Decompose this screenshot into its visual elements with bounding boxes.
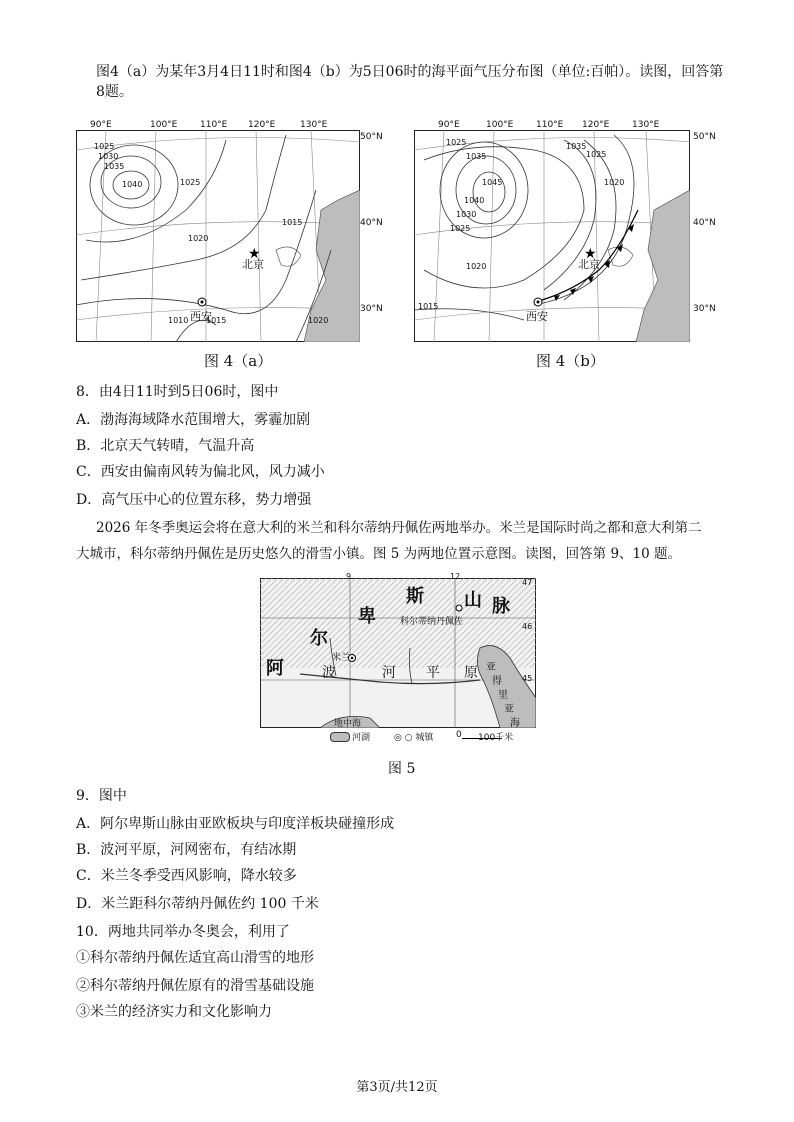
map-label: 卑: [358, 606, 376, 627]
isobar-label: 1035: [566, 142, 587, 151]
isobar-label: 1025: [180, 178, 201, 187]
scale-zero: 0: [456, 730, 462, 740]
lon-label: 130°E: [300, 120, 328, 130]
figure-4b-caption: 图 4（b）: [536, 352, 605, 370]
isobar-label: 1020: [466, 262, 487, 271]
isobar-label: 1040: [464, 196, 485, 205]
lat-label: 50°N: [360, 132, 383, 142]
map-label: 河: [382, 665, 396, 681]
lat-label: 47: [522, 578, 533, 587]
lon-label: 90°E: [438, 120, 460, 130]
figure-4a-map: [76, 120, 383, 342]
figure-5-map: [260, 572, 536, 729]
isobar-label: 1015: [206, 316, 227, 325]
lon-label: 12: [450, 572, 461, 581]
page-footer: 第3页/共12页: [356, 1080, 438, 1095]
figure-4a-caption: 图 4（a）: [204, 352, 273, 370]
question-10-item-1: ①科尔蒂纳丹佩佐适宜高山滑雪的地形: [76, 950, 314, 966]
town-label-milan: 米兰: [332, 653, 351, 663]
legend-town: ◎ ○ 城镇: [394, 733, 434, 743]
isobar-label: 1025: [450, 224, 471, 233]
lon-label: 110°E: [200, 120, 228, 130]
isobar-label: 1020: [604, 178, 625, 187]
scale-text: 100千米: [478, 733, 514, 743]
lat-label: 40°N: [693, 218, 716, 228]
map-label: 脉: [492, 596, 510, 617]
lat-label: 45: [522, 674, 533, 683]
city-label-beijing: 北京: [578, 258, 600, 271]
intro-fig4: 图4（a）为某年3月4日11时和图4（b）为5日06时的海平面气压分布图（单位:百帕）。读图，回答第8题。: [96, 64, 724, 100]
legend-river: 河湖: [352, 733, 371, 743]
isobar-label: 1040: [122, 180, 143, 189]
map-label: 平: [426, 665, 440, 681]
sea-label: 亚: [504, 704, 514, 715]
city-label-beijing: 北京: [242, 258, 264, 271]
question-9-stem: 9．图中: [76, 788, 127, 804]
isobar-label: 1030: [98, 152, 119, 161]
lon-label: 100°E: [150, 120, 178, 130]
sea-label: 亚: [486, 662, 496, 673]
town-label-cortina: 科尔蒂纳丹佩佐: [400, 617, 464, 627]
sea-label-mediterranean: 地中海: [334, 719, 362, 729]
beijing-star-icon: ★: [248, 246, 261, 262]
figure-4b-map: [414, 120, 716, 342]
map-label: 山: [464, 590, 482, 611]
map-label: 尔: [310, 628, 328, 649]
isobar-label: 1025: [94, 142, 115, 151]
lon-label: 120°E: [582, 120, 610, 130]
isobar-label: 1015: [418, 302, 439, 311]
isobar-label: 1035: [466, 152, 487, 161]
lat-label: 30°N: [360, 304, 383, 314]
figure-5-caption: 图 5: [388, 761, 416, 777]
question-10-item-3: ③米兰的经济实力和文化影响力: [76, 1004, 272, 1020]
map-label: 波: [322, 665, 336, 681]
question-8-option-a: A．渤海海域降水范围增大，雾霾加剧: [76, 412, 311, 428]
question-8-option-c: C．西安由偏南风转为偏北风，风力减小: [76, 464, 325, 480]
city-label-xian: 西安: [526, 310, 548, 323]
sea-label: 海: [510, 718, 520, 729]
beijing-star-icon: ★: [584, 246, 597, 262]
intro-fig5-line2: 大城市，科尔蒂纳丹佩佐是历史悠久的滑雪小镇。图 5 为两地位置示意图。读图，回答第 9、10 题。: [76, 546, 682, 562]
isobar-label: 1030: [456, 210, 477, 219]
lon-label: 120°E: [248, 120, 276, 130]
figure-5-legend: [330, 730, 550, 746]
question-9-option-b: B．波河平原，河网密布，有结冰期: [76, 842, 297, 858]
isobar-label: 1025: [446, 138, 467, 147]
lake-icon: [330, 732, 350, 742]
lon-label: 100°E: [486, 120, 514, 130]
lon-label: 90°E: [90, 120, 112, 130]
isobar-label: 1010: [168, 316, 189, 325]
lat-label: 30°N: [693, 304, 716, 314]
isobar-label: 1020: [308, 316, 329, 325]
question-10-item-2: ②科尔蒂纳丹佩佐原有的滑雪基础设施: [76, 978, 314, 994]
map-label: 阿: [266, 658, 284, 679]
question-9-option-a: A．阿尔卑斯山脉由亚欧板块与印度洋板块碰撞形成: [76, 816, 395, 832]
city-label-xian: 西安: [190, 310, 212, 323]
isobar-label: 1025: [586, 150, 607, 159]
lon-label: 9: [346, 572, 352, 581]
isobar-label: 1020: [188, 234, 209, 243]
isobar-label: 1045: [482, 178, 503, 187]
question-9-option-c: C．米兰冬季受西风影响，降水较多: [76, 868, 297, 884]
lat-label: 40°N: [360, 218, 383, 228]
question-8-option-b: B．北京天气转晴，气温升高: [76, 438, 255, 454]
lat-label: 50°N: [693, 132, 716, 142]
lon-label: 130°E: [632, 120, 660, 130]
map-label: 斯: [406, 586, 424, 607]
map-label: 原: [464, 665, 478, 681]
sea-label: 里: [498, 690, 508, 701]
isobar-label: 1035: [104, 162, 125, 171]
lat-label: 46: [522, 622, 533, 631]
question-10-stem: 10．两地共同举办冬奥会，利用了: [76, 924, 290, 940]
lon-label: 110°E: [536, 120, 564, 130]
isobar-label: 1015: [282, 218, 303, 227]
question-8-stem: 8．由4日11时到5日06时，图中: [76, 384, 279, 400]
sea-label: 得: [492, 676, 502, 687]
question-9-option-d: D．米兰距科尔蒂纳丹佩佐约 100 千米: [76, 896, 319, 912]
intro-fig5-line1: 2026 年冬季奥运会将在意大利的米兰和科尔蒂纳丹佩佐两地举办。米兰是国际时尚之都和意大利第二: [96, 520, 702, 536]
question-8-option-d: D．高气压中心的位置东移，势力增强: [76, 492, 312, 508]
